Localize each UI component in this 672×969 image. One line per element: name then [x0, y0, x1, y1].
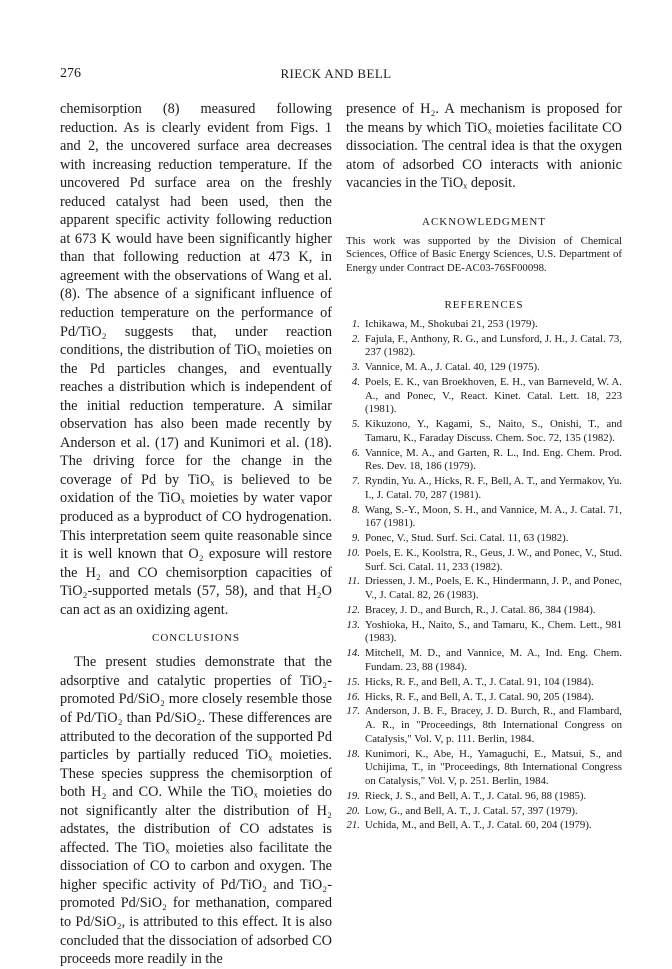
reference-text: Bracey, J. D., and Burch, R., J. Catal. 86, 384 (1984). [365, 603, 596, 616]
left-column [60, 100, 332, 969]
conclusions-heading: CONCLUSIONS [151, 632, 240, 645]
reference-item [346, 790, 622, 804]
reference-item [346, 647, 622, 674]
reference-text: Poels, E. K., van Broekhoven, E. H., van Barneveld, W. A. A., and Ponec, V., React. Kinet. Catal. Lett. 18, 223 (1981). [365, 375, 622, 416]
reference-number: 13. [346, 618, 360, 631]
body-paragraph: chemisorption (8) measured following reduction. As is clearly evident from Figs. 1 and 2, the uncovered surface area decreases with increasing reduction temperature. If the uncovered Pd surface area on the freshly reduced catalyst had been used, then the apparent specific activity following reduction at 673 K would have been significantly higher than that following reduction at 473 K, in agreement with the observations of Wang et al. (8). The absence of a significant influence of reduction temperature on the performance of Pd/TiO₂ suggests that, under reaction conditions, the distribution of TiOₓ moieties on the Pd particles changes, and eventually reaches a distribution which is independent of the initial reduction temperature. A similar observation has also been made recently by Anderson et al. (17) and Kunimori et al. (18). The driving force for the change in the coverage of Pd by TiOₓ is believed to be oxidation of the TiOₓ moieties by water vapor produced as a byproduct of CO hydrogenation. This interpretation seem quite reasonable since it is well known that O₂ exposure will restore the H₂ and CO chemisorption capacities of TiO₂-supported metals (57, 58), and that H₂O can act as an oxidizing agent. [60, 101, 332, 618]
reference-item [346, 575, 622, 602]
reference-number: 5. [351, 418, 360, 431]
reference-text: Hicks, R. F., and Bell, A. T., J. Catal. 90, 205 (1984). [365, 690, 594, 703]
conclusions-paragraph: The present studies demonstrate that the adsorptive and catalytic properties of TiO₂-promoted Pd/SiO₂ more closely resemble those of Pd/TiO₂ than Pd/SiO₂. These differences are attributed to the decoration of the supported Pd particles by partially reduced TiOₓ moieties. These species suppress the chemisorption of both H₂ and CO. While the TiOₓ moieties do not significantly alter the distribution of H₂ adstates, the distribution of CO adstates is affected. The TiOₓ moieties also facilitate the dissociation of CO to carbon and oxygen. The higher specific activity of Pd/TiO₂ and TiO₂-promoted Pd/SiO₂ for methanation, compared to Pd/SiO₂, is attributed to this effect. It is also concluded that the dissociation of adsorbed CO proceeds more readily in the [60, 654, 332, 968]
reference-item [346, 676, 622, 690]
reference-number: 1. [351, 317, 360, 330]
reference-item [346, 418, 622, 445]
reference-text: Kikuzono, Y., Kagami, S., Naito, S., Onishi, T., and Tamaru, K., Faraday Discuss. Chem. Soc. 72, 135 (1982). [365, 418, 622, 444]
reference-number: 10. [346, 546, 360, 559]
reference-text: Mitchell, M. D., and Vannice, M. A., Ind. Eng. Chem. Fundam. 23, 88 (1984). [365, 647, 622, 673]
page-number: 276 [60, 66, 81, 81]
reference-text: Poels, E. K., Koolstra, R., Geus, J. W., and Ponec, V., Stud. Surf. Sci. Catal. 11, 233 (1982). [365, 546, 622, 573]
reference-text: Driessen, J. M., Poels, E. K., Hindermann, J. P., and Ponec, V., J. Catal. 82, 26 (1983). [365, 575, 622, 602]
reference-list [346, 318, 622, 833]
references-heading: REFERENCES [444, 298, 524, 311]
reference-item [346, 333, 622, 360]
reference-item [346, 532, 622, 546]
reference-number: 20. [346, 804, 360, 817]
reference-item [346, 547, 622, 574]
reference-item [346, 691, 622, 705]
reference-number: 4. [351, 375, 360, 388]
reference-text: Fajula, F., Anthony, R. G., and Lunsford, J. H., J. Catal. 73, 237 (1982). [365, 332, 622, 359]
reference-number: 14. [346, 647, 360, 660]
reference-text: Kunimori, K., Abe, H., Yamaguchi, E., Matsui, S., and Uchijima, T., in "Proceedings, 8th International Congress on Catalysis," Vol. V, p. 251. Berlin, 1984. [365, 747, 622, 787]
reference-text: Uchida, M., and Bell, A. T., J. Catal. 60, 204 (1979). [365, 819, 592, 832]
reference-item [346, 619, 622, 646]
reference-text: Vannice, M. A., J. Catal. 40, 129 (1975). [365, 361, 540, 374]
reference-text: Vannice, M. A., and Garten, R. L., Ind. Eng. Chem. Prod. Res. Dev. 18, 186 (1979). [365, 446, 622, 473]
reference-number: 7. [351, 475, 360, 488]
acknowledgment-text: This work was supported by the Division of Chemical Sciences, Office of Basic Energy Sciences, U.S. Department of Energy under Contract DE-AC03-76SF00098. [346, 234, 622, 275]
reference-number: 21. [346, 819, 360, 832]
reference-number: 2. [351, 332, 360, 345]
reference-number: 18. [346, 747, 360, 760]
reference-text: Rieck, J. S., and Bell, A. T., J. Catal. 96, 88 (1985). [365, 789, 587, 802]
reference-item [346, 604, 622, 618]
body-paragraph: presence of H₂. A mechanism is proposed for the means by which TiOₓ moieties facilitate CO dissociation. The central idea is that the oxygen atom of adsorbed CO interacts with anionic vacancies in the TiOₓ deposit. [346, 101, 622, 192]
reference-item [346, 819, 622, 833]
reference-number: 3. [351, 361, 360, 374]
reference-text: Hicks, R. F., and Bell, A. T., J. Catal. 91, 104 (1984). [365, 675, 594, 688]
reference-item [346, 504, 622, 531]
reference-number: 12. [346, 603, 360, 616]
right-column [346, 100, 622, 834]
reference-item [346, 705, 622, 746]
running-head: RIECK AND BELL [280, 66, 392, 81]
reference-number: 8. [351, 503, 360, 516]
reference-item [346, 805, 622, 819]
reference-text: Anderson, J. B. F., Bracey, J. D. Burch, R., and Flambard, A. R., in "Proceedings, 8th International Congress on Catalysis," Vol. V, p. 111. Berlin, 1984. [365, 705, 622, 745]
reference-number: 16. [346, 690, 360, 703]
reference-item [346, 475, 622, 502]
reference-number: 11. [347, 575, 360, 588]
acknowledgment-heading: ACKNOWLEDGMENT [422, 215, 546, 228]
reference-number: 19. [346, 789, 360, 802]
reference-number: 9. [351, 532, 360, 545]
reference-item [346, 318, 622, 332]
reference-number: 6. [351, 446, 360, 459]
reference-number: 17. [346, 705, 360, 718]
reference-item [346, 447, 622, 474]
reference-text: Low, G., and Bell, A. T., J. Catal. 57, 397 (1979). [365, 804, 578, 817]
reference-text: Ponec, V., Stud. Surf. Sci. Catal. 11, 63 (1982). [365, 532, 569, 545]
reference-item [346, 748, 622, 789]
reference-text: Ryndin, Yu. A., Hicks, R. F., Bell, A. T., and Yermakov, Yu. I., J. Catal. 70, 287 (1981). [365, 475, 622, 501]
reference-text: Ichikawa, M., Shokubai 21, 253 (1979). [365, 317, 538, 330]
reference-item [346, 361, 622, 375]
reference-item [346, 376, 622, 417]
reference-text: Yoshioka, H., Naito, S., and Tamaru, K., Chem. Lett., 981 (1983). [365, 618, 622, 645]
reference-text: Wang, S.-Y., Moon, S. H., and Vannice, M. A., J. Catal. 71, 167 (1981). [365, 503, 622, 530]
reference-number: 15. [346, 675, 360, 688]
